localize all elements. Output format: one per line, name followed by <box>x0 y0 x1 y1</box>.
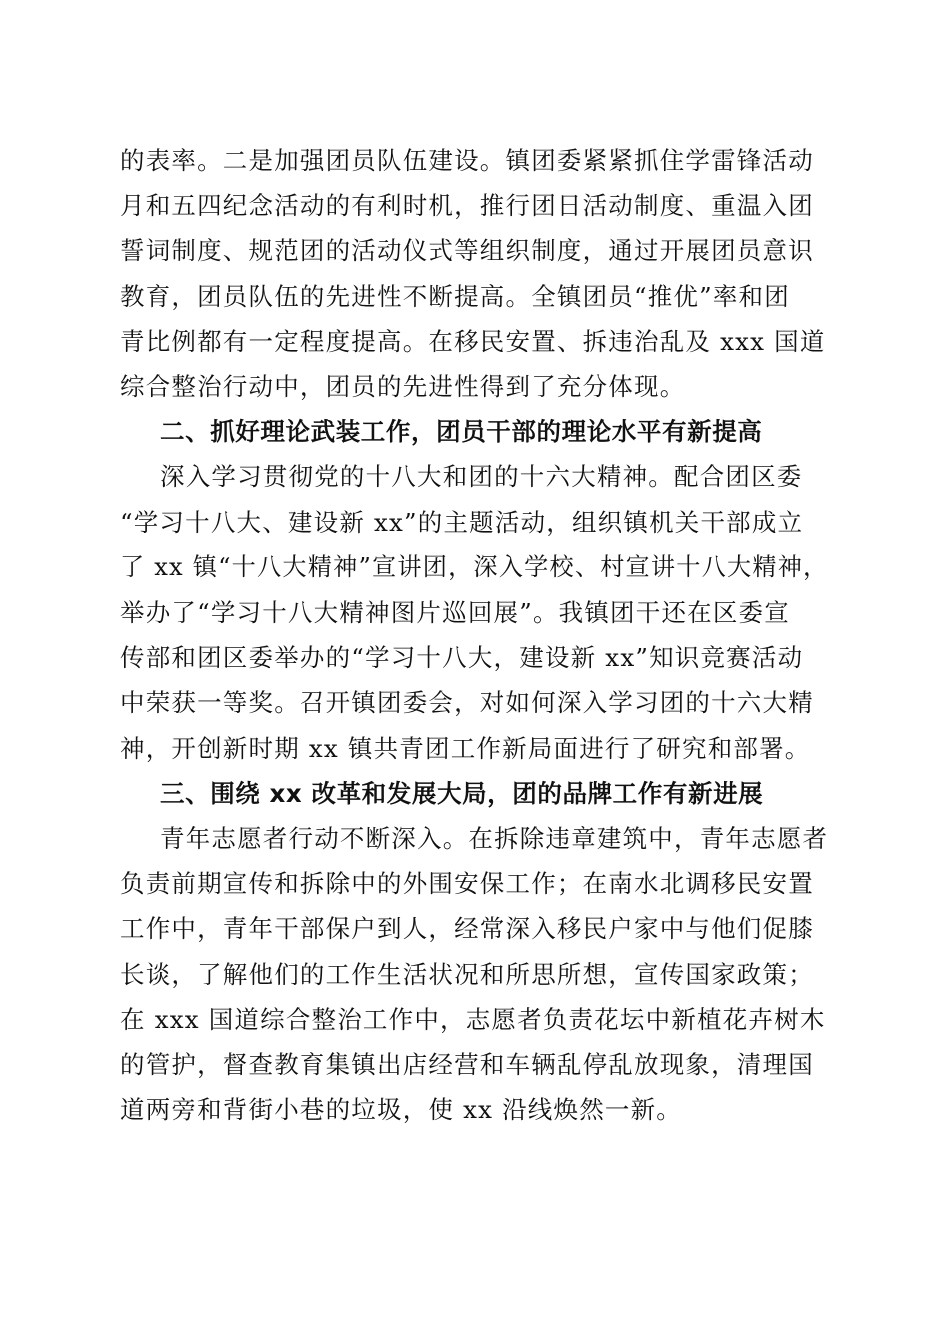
text-line: 教育，团员队伍的先进性不断提高。全镇团员“推优”率和团 <box>120 281 790 311</box>
document-body <box>120 138 832 1132</box>
text-line: 道两旁和背街小巷的垃圾，使 xx 沿线焕然一新。 <box>120 1095 683 1125</box>
text-line: 深入学习贯彻党的十八大和团的十六大精神。配合团区委 <box>160 462 803 492</box>
text-line: 青年志愿者行动不断深入。在拆除违章建筑中，青年志愿者 <box>160 824 829 854</box>
text-line: 的表率。二是加强团员队伍建设。镇团委紧紧抓住学雷锋活动 <box>120 146 814 175</box>
text-line: 负责前期宣传和拆除中的外围安保工作；在南水北调移民安置 <box>120 869 814 899</box>
text-line: 中荣获一等奖。召开镇团委会，对如何深入学习团的十六大精 <box>120 688 814 718</box>
text-line: 的管护，督查教育集镇出店经营和车辆乱停乱放现象，清理国 <box>120 1050 814 1080</box>
paragraph-volunteers <box>120 816 832 1132</box>
text-line: 月和五四纪念活动的有利时机，推行团日活动制度、重温入团 <box>120 191 814 221</box>
text-line: 在 xxx 国道综合整治工作中，志愿者负责花坛中新植花卉树木 <box>120 1004 826 1034</box>
text-line: 综合整治行动中，团员的先进性得到了充分体现。 <box>120 372 686 402</box>
text-line: 了 xx 镇“十八大精神”宣讲团，深入学校、村宣讲十八大精神， <box>120 552 829 581</box>
text-line: 神，开创新时期 xx 镇共青团工作新局面进行了研究和部署。 <box>120 733 811 763</box>
section-heading-brand-work: 三、围绕 xx 改革和发展大局，团的品牌工作有新进展 <box>160 778 764 808</box>
paragraph-theory-study <box>120 454 832 770</box>
text-line: 青比例都有一定程度提高。在移民安置、拆违治乱及 xxx 国道 <box>120 326 826 356</box>
text-line: 传部和团区委举办的“学习十八大，建设新 xx”知识竞赛活动 <box>120 643 804 673</box>
text-line: “学习十八大、建设新 xx”的主题活动，组织镇机关干部成立 <box>120 507 804 537</box>
text-line: 工作中，青年干部保户到人，经常深入移民户家中与他们促膝 <box>120 914 814 944</box>
text-line: 长谈，了解他们的工作生活状况和所思所想，宣传国家政策； <box>120 959 814 989</box>
text-line: 誓词制度、规范团的活动仪式等组织制度，通过开展团员意识 <box>120 236 814 266</box>
paragraph-team-building <box>120 138 832 409</box>
text-line: 举办了“学习十八大精神图片巡回展”。我镇团干还在区委宣 <box>120 598 790 628</box>
section-heading-theory: 二、抓好理论武装工作，团员干部的理论水平有新提高 <box>160 417 763 447</box>
